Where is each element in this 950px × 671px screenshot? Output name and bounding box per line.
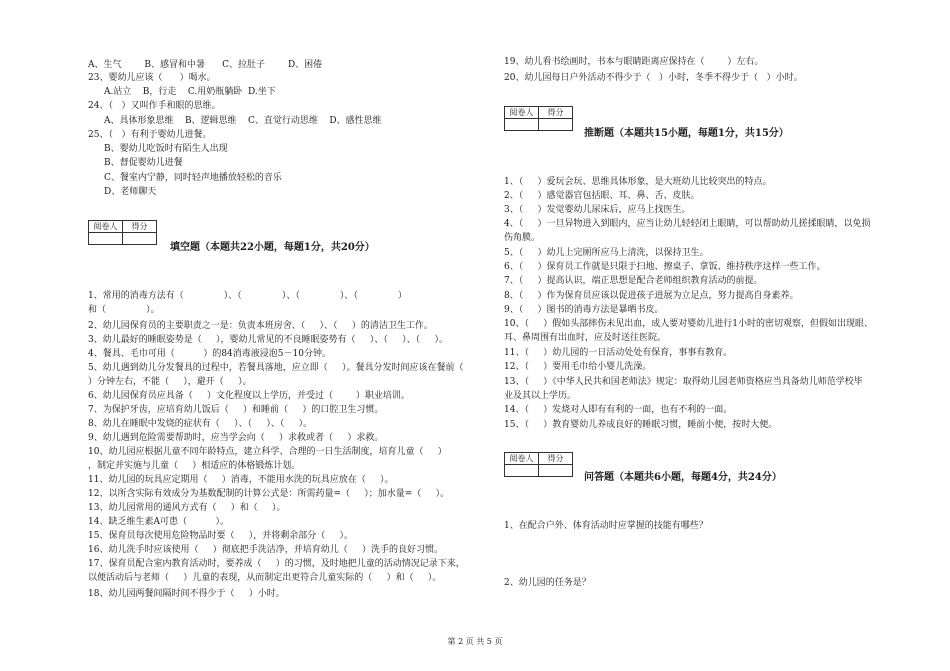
judge-line: 13、（ ）《中华人民共和国老师法》规定：取得幼儿园老师资格应当具备幼儿师范学校毕	[504, 377, 863, 387]
fill-line: 7、为保护牙齿，应培育幼儿饭后（ ）和睡前（ ）的口腔卫生习惯。	[88, 405, 384, 415]
fill-line: 17、保育员配合室内教育活动时，要养成（ ）的习惯，及时地把儿童的活动情况记录下来，	[88, 559, 465, 569]
judge-line: 伤角膜。	[504, 233, 541, 243]
judge-line: 3、（ ）发觉婴幼儿尿床后，应马上找医生。	[504, 205, 691, 215]
judge-line: 1、（ ）爱玩会玩、思维具体形象，是大班幼儿比较突出的特点。	[504, 177, 772, 187]
question-25: 25、（ ）有利于婴幼儿进餐。	[88, 130, 212, 140]
judge-line: 12、（ ）要用毛巾给小婴儿洗澡。	[504, 362, 652, 372]
option-line: A、生气 B、感冒和中暑 C、拉肚子 D、困倦	[88, 60, 323, 70]
judge-line: 15、（ ）教育婴幼儿养成良好的睡眠习惯，睡前小便，按时大便。	[504, 420, 778, 430]
fill-line: 13、幼儿园常用的通风方式有（ ）和（ ）。	[88, 503, 286, 513]
option-line: A、具体形象思维 B、逻辑思维 C、直觉行动思维 D、感性思维	[104, 116, 382, 126]
fill-line: 3、幼儿最好的睡眠姿势是（ ），婴幼儿常见的不良睡眠姿势有（ ）、（ ）、（ ）。	[88, 335, 448, 345]
section-title-judge: 推断题（本题共15小题，每题1分，共15分）	[584, 128, 789, 139]
judge-line: 14、（ ）发烧对人即有有利的一面，也有不利的一面。	[504, 405, 733, 415]
grader-cell	[89, 233, 123, 245]
score-box	[88, 220, 157, 245]
fill-line: 10、幼儿园应根据儿童不同年龄特点，建立科学、合理的一日生活制度，培育儿童（ ）	[88, 447, 447, 457]
fill-line: 2、幼儿园保育员的主要职责之一是：负责本班房舍、（ ）、（ ）的清洁卫生工作。	[88, 321, 433, 331]
fill-line: 4、餐具、毛巾可用（ ）的84消毒液浸泡5－10分钟。	[88, 349, 331, 359]
option-line: B、婴幼儿吃饭时有陌生人出现	[104, 144, 228, 154]
judge-line: 11、（ ）幼儿园的一日活动处处有保育，事事有教育。	[504, 348, 733, 358]
score-cell	[539, 465, 573, 477]
fill-line: 18、幼儿园两餐间隔时间不得少于（ ）小时。	[88, 589, 285, 599]
fill-line: 和（ ）。	[88, 305, 160, 315]
grader-label: 阅卷人	[505, 453, 539, 465]
fill-line: ）分钟左右，不能（ ），避开（ ）。	[88, 377, 252, 387]
judge-line: 9、（ ）图书的消毒方法是暴晒书皮。	[504, 305, 664, 315]
grader-cell	[505, 119, 539, 131]
question-19: 19、幼儿看书绘画时，书本与眼睛距离应保持在（ ）左右。	[504, 57, 764, 67]
judge-line: 业及其以上学历。	[504, 391, 577, 401]
qa-question: 2、幼儿园的任务是？	[504, 578, 591, 588]
grader-label: 阅卷人	[505, 107, 539, 119]
score-box	[504, 106, 573, 131]
judge-line: 5、（ ）幼儿上完厕所应马上清洗，以保持卫生。	[504, 248, 709, 258]
fill-line: ，制定并实施与儿童（ ）相适应的体格锻炼计划。	[88, 461, 301, 471]
fill-line: 11、幼儿园的玩具应定期用（ ）消毒，不能用水洗的玩具应放在（ ）。	[88, 475, 394, 485]
option-line: C、餐室内宁静，同时轻声地播放轻松的音乐	[104, 173, 282, 183]
fill-line: 8、幼儿在睡眠中发烧的症状有（ ）、（ ）、（ ）。	[88, 419, 313, 429]
grader-cell	[505, 465, 539, 477]
section-title-qa: 问答题（本题共6小题，每题4分，共24分）	[584, 472, 782, 483]
judge-line: 4、（ ）一旦异物进入到眼内，应当让幼儿轻轻闭上眼睛，可以帮助幼儿搓揉眼睛，以免损	[504, 219, 871, 229]
fill-line: 6、幼儿园保育员应具备（ ）文化程度以上学历，并受过（ ）职业培训。	[88, 391, 410, 401]
judge-line: 10、（ ）假如头部摔伤未见出血，成人要对婴幼儿进行1小时的密切观察，但假如出现眼、	[504, 319, 873, 329]
fill-line: 16、幼儿洗手时应该使用（ ）彻底把手洗洁净，并培育幼儿（ ）洗手的良好习惯。	[88, 545, 444, 555]
judge-line: 8、（ ）作为保育员应该以促进孩子进展为立足点，努力提高自身素养。	[504, 291, 799, 301]
fill-line: 15、保育员每次使用危险物品时要（ ），并将剩余部分（ ）。	[88, 531, 354, 541]
fill-line: 12、以所含实际有效成分为基数配制的计算公式是：所需药量=（ ）；加水量=（ ）。	[88, 489, 450, 499]
fill-line: 14、缺乏维生素A可患（ ）。	[88, 517, 230, 527]
fill-line: 9、幼儿遇到危险需要帮助时，应当学会向（ ）求救或者（ ）求救。	[88, 433, 384, 443]
question-24: 24、（ ）又叫作手和眼的思维。	[88, 101, 221, 111]
score-label: 得分	[539, 453, 573, 465]
option-line: A.站立 B，行走 C.用奶瓶躺卧 D.坐下	[104, 87, 276, 97]
fill-line: 1、常用的消毒方法有（ ）、（ ）、（ ）、（ ）	[88, 291, 407, 301]
section-title-fill: 填空题（本题共22小题，每题1分，共20分）	[170, 242, 375, 253]
fill-line: 5、幼儿遇到幼儿分发餐具的过程中，若餐具落地，应立即（ ）。餐具分发时间应该在餐前（	[88, 363, 464, 373]
score-label: 得分	[539, 107, 573, 119]
score-cell	[539, 119, 573, 131]
judge-line: 6、（ ）保育员工作就是只限于扫地、擦桌子、拿饭、维持秩序这样一些工作。	[504, 262, 826, 272]
score-label: 得分	[123, 221, 157, 233]
judge-line: 耳、鼻周围有出血时，应及时送往医院。	[504, 333, 667, 343]
qa-question: 1、在配合户外、体育活动时应掌握的技能有哪些？	[504, 521, 708, 531]
score-box	[504, 452, 573, 477]
score-cell	[123, 233, 157, 245]
judge-line: 7、（ ）提高认识，端正思想是配合老师组织教育活动的前提。	[504, 276, 763, 286]
question-23: 23、婴幼儿应该（ ）喝水。	[88, 73, 216, 83]
grader-label: 阅卷人	[89, 221, 123, 233]
question-20: 20、幼儿园每日户外活动不得少于（ ）小时，冬季不得少于（ ）小时。	[504, 73, 803, 83]
option-line: B、督促婴幼儿进餐	[104, 158, 183, 168]
judge-line: 2、（ ）感觉器官包括眼、耳、鼻、舌、皮肤。	[504, 191, 700, 201]
fill-line: 以便活动后与老师（ ）儿童的表现，从而制定出更符合儿童实际的（ ）和（ ）。	[88, 573, 442, 583]
page-footer: 第 2 页 共 5 页	[447, 637, 503, 646]
option-line: D、老师聊天	[104, 187, 157, 197]
